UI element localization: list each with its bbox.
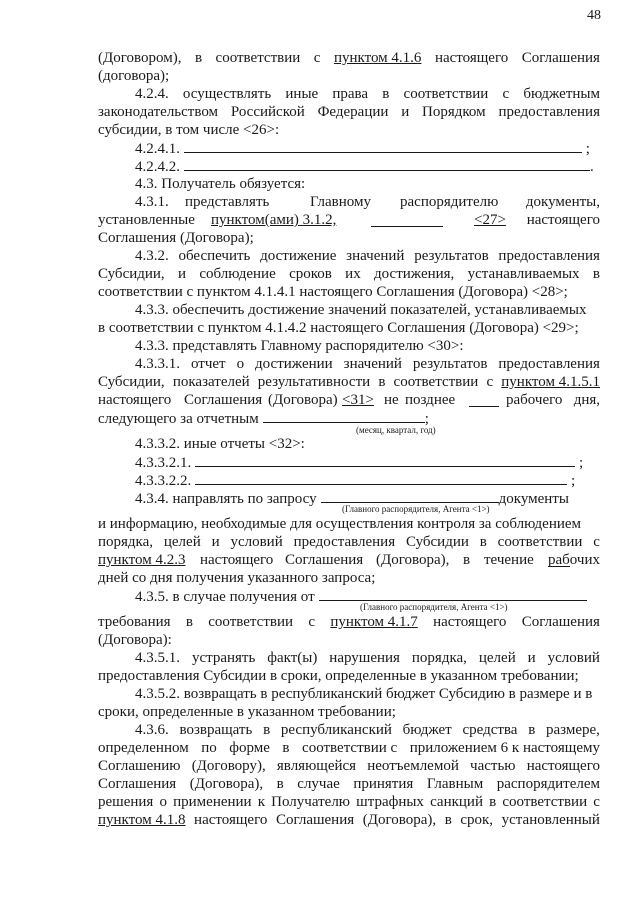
clause-reference: пунктом 4.1.7	[330, 614, 418, 630]
field-caption: (Главного распорядителя, Агента <1>)	[360, 602, 508, 612]
clause-reference: пунктом 4.1.5.1	[501, 374, 600, 390]
text-line: 4.3.3.2. иные отчеты <32>:	[135, 436, 305, 452]
text-line: законодательством Российской Федерации и Порядком предоставления	[98, 104, 600, 120]
text-line: 4.3.2. обеспечить достижение значений результатов предоставления	[135, 248, 600, 264]
clause-reference: пунктом 4.1.8	[98, 812, 186, 828]
text-line: в соответствии с пунктом 4.1.4.2 настоящего Соглашения (Договора) <29>;	[98, 320, 579, 336]
text-line: субсидии, в том числе <26>:	[98, 122, 280, 138]
text-line: (Договора):	[98, 632, 172, 648]
fill-in-blank	[184, 158, 590, 171]
text-line: Субсидии, и соблюдение сроков их достижения, устанавливаемых в	[98, 266, 600, 282]
text-line: Соглашения (Договора), в случае принятия Главным распорядителем	[98, 776, 600, 792]
text-line: 4.3.3. представлять Главному распорядителю <30>:	[135, 338, 464, 354]
text-line: (Договором), в соответствии с пунктом 4.1.6 настоящего Соглашения	[98, 50, 600, 66]
fill-in-blank	[371, 214, 443, 227]
text-line: Субсидии, показателей результативности в соответствии с пунктом 4.1.5.1	[98, 374, 600, 390]
fill-in-blank	[321, 490, 499, 503]
text-line: следующего за отчетным ;	[98, 411, 429, 427]
page-number: 48	[587, 8, 601, 23]
text-line: 4.2.4.2. .	[135, 159, 594, 175]
text-line: Соглашения (Договора);	[98, 230, 254, 246]
clause-reference: пунктом 4.2.3	[98, 552, 186, 568]
text-line: 4.2.4. осуществлять иные права в соответствии с бюджетным	[135, 86, 600, 102]
field-caption: (Главного распорядителя, Агента <1>)	[342, 504, 490, 514]
text-line: порядка, целей и условий предоставления Субсидии в соответствии с	[98, 534, 600, 550]
text-line: пунктом 4.1.8 настоящего Соглашения (Договора), в срок, установленный	[98, 812, 600, 828]
text-line: (договора);	[98, 68, 170, 84]
fill-in-blank	[195, 472, 567, 485]
text-line: 4.3.5. в случае получения от	[135, 588, 587, 606]
field-caption: (месяц, квартал, год)	[356, 425, 436, 435]
text-line: 4.3.3.2.2. ;	[135, 473, 576, 489]
fill-in-blank	[319, 588, 587, 601]
text-line: 4.2.4.1. ;	[135, 141, 590, 157]
clause-reference: пунктом(ами) 3.1.2,	[211, 212, 337, 228]
text-line: сроки, определенные в указанном требовании;	[98, 704, 396, 720]
text-line: 4.3.3. обеспечить достижение значений показателей, устанавливаемых	[135, 302, 587, 318]
text-line: требования в соответствии с пунктом 4.1.7 настоящего Соглашения	[98, 614, 600, 630]
clause-reference: пунктом 4.1.6	[333, 50, 422, 66]
document-page: 48 (Договором), в соответствии с пунктом 4.1.6 настоящего Соглашения (договора); 4.2.4. осуществлять иные права в соответствии с бюджетным законодательством Российской Федерации и Порядком предоставления субсидии, в том числе <26>: 4.2.4.1. ; 4.2.4.2. . 4.3. Получатель обязуется: 4.3.1. представлять Главному распорядителю документы, установленные пунктом(ами) 3.1.2, <27> настоящего Соглашения (Договора); 4.3.2. обеспечить достижение значений результатов предоставления Субсидии, и соблюдение сроков их достижения, устанавливаемых в соответствии с пунктом 4.1.4.1 настоящего Соглашения (Договора) <28>; 4.3.3. обеспечить достижение значений показателей, устанавливаемых в соответствии с пунктом 4.1.4.2 настоящего Соглашения (Договора) <29>; 4.3.3. представлять Главному распорядителю <30>: 4.3.3.1. отчет о достижении значений результатов предоставления Субсидии, показателей результативности в соответствии с пунктом 4.1.5.1 настоящего Соглашения (Договора) <31> не позднее рабочего дня, следующего за отчетным ; (месяц, квартал, год) 4.3.3.2. иные отчеты <32>: 4.3.3.2.1. ; 4.3.3.2.2. ; 4.3.4. направлять по запросу документы (Главного распорядителя, Агента <1>) и информацию, необходимые для осуществления контроля за соблюдением порядка, целей и условий предоставления Субсидии в соответствии с пунктом 4.2.3 настоящего Соглашения (Договора), в течение рабочих дней со дня получения указанного запроса; 4.3.5. в случае получения от (Главного распорядителя, Агента <1>) требования в соответствии с пунктом 4.1.7 настоящего Соглашения (Договора): 4.3.5.1. устранять факт(ы) нарушения порядка, целей и условий предоставления Субсидии в сроки, определенные в указанном требовании; 4.3.5.2. возвращать в республиканский бюджет Субсидию в размере и в сроки, определенные в указанном требовании; 4.3.6. возвращать в республиканский бюджет средства в размере, определенном по форме в соответствии с приложением 6 к настоящему Соглашению (Договору), являющейся неотъемлемой частью настоящего Соглашения (Договора), в случае принятия Главным распорядителем решения о применении к Получателю штрафных санкций в соответствии с пунктом 4.1.8 настоящего Соглашения (Договора), в срок, установленный	[98, 8, 601, 828]
text-line: 4.3.3.1. отчет о достижении значений результатов предоставления	[135, 356, 600, 372]
footnote-ref: <31>	[342, 392, 374, 408]
text-line: 4.3.5.2. возвращать в республиканский бюджет Субсидию в размере и в	[135, 686, 593, 702]
text-line: 4.3. Получатель обязуется:	[135, 176, 306, 192]
fill-in-blank	[184, 140, 582, 153]
fill-in-blank	[195, 454, 575, 467]
fill-in-blank	[469, 394, 499, 407]
fill-in-blank	[263, 410, 425, 423]
text-line: 4.3.3.2.1. ;	[135, 455, 584, 471]
text-line: дней со дня получения указанного запроса;	[98, 570, 376, 586]
text-line: 4.3.5.1. устранять факт(ы) нарушения порядка, целей и условий	[135, 650, 600, 666]
text-line: и информацию, необходимые для осуществления контроля за соблюдением	[98, 516, 582, 532]
text-line: предоставления Субсидии в сроки, определенные в указанном требовании;	[98, 668, 579, 684]
text-line: соответствии с пунктом 4.1.4.1 настоящего Соглашения (Договора) <28>;	[98, 284, 568, 300]
text-line: решения о применении к Получателю штрафных санкций в соответствии с	[98, 794, 600, 810]
text-line: 4.3.4. направлять по запросу документы	[135, 491, 569, 507]
text-line: 4.3.6. возвращать в республиканский бюджет средства в размере,	[135, 722, 600, 738]
footnote-ref: <27>	[474, 212, 506, 228]
text-line: Соглашению (Договору), являющейся неотъемлемой частью настоящего	[98, 758, 600, 774]
text-line: определенном по форме в соответствии с приложением 6 к настоящему	[98, 740, 600, 756]
